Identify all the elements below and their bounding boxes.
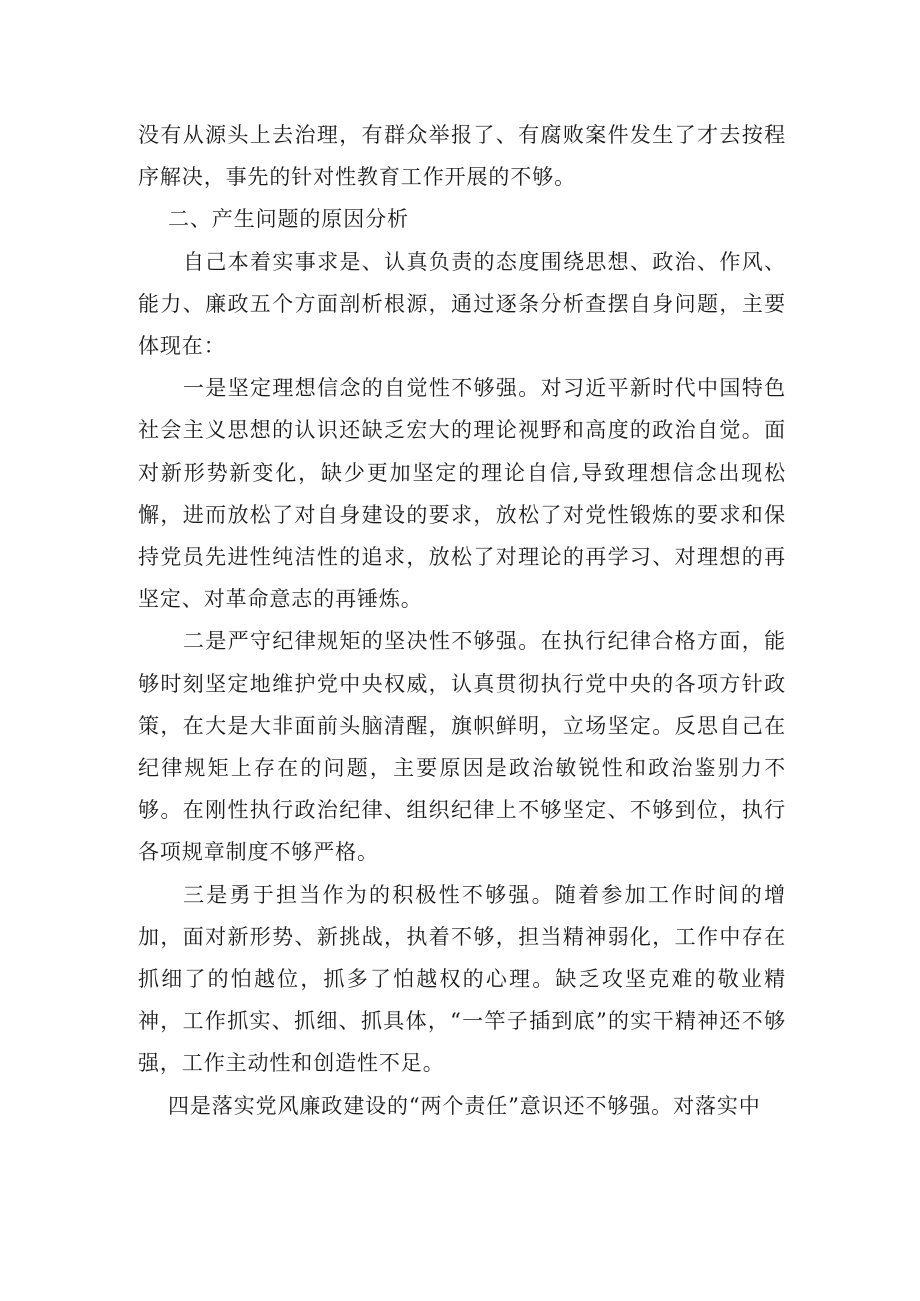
paragraph-point-1: 一是坚定理想信念的自觉性不够强。对习近平新时代中国特色社会主义思想的认识还缺乏宏大的理论视野和高度的政治自觉。面对新形势新变化，缺少更加坚定的理论自信,导致理想信念出现松懈，进而放松了对自身建设的要求，放松了对党性锻炼的要求和保持党员先进性纯洁性的追求，放松了对理论的再学习、对理想的再坚定、对革命意志的再锤炼。 [138,376,786,612]
document-body [138,114,786,1127]
paragraph-point-3: 三是勇于担当作为的积极性不够强。随着参加工作时间的增加，面对新形势、新挑战，执着不够，担当精神弱化，工作中存在抓细了的怕越位，抓多了怕越权的心理。缺乏攻坚克难的敬业精神，工作抓实、抓细、抓具体，“一竿子插到底”的实干精神还不够强，工作主动性和创造性不足。 [138,882,786,1076]
paragraph-point-2: 二是严守纪律规矩的坚决性不够强。在执行纪律合格方面，能够时刻坚定地维护党中央权威，认真贯彻执行党中央的各项方针政策，在大是大非面前头脑清醒，旗帜鲜明，立场坚定。反思自己在纪律规矩上存在的问题，主要原因是政治敏锐性和政治鉴别力不够。在刚性执行政治纪律、组织纪律上不够坚定、不够到位，执行各项规章制度不够严格。 [138,629,786,865]
paragraph-intro: 自己本着实事求是、认真负责的态度围绕思想、政治、作风、能力、廉政五个方面剖析根源，通过逐条分析查摆自身问题，主要体现在： [138,249,786,359]
section-heading: 二、产生问题的原因分析 [168,207,409,232]
paragraph-point-4: 四是落实党风廉政建设的“两个责任”意识还不够强。对落实中 [168,1093,761,1118]
paragraph-continuation: 没有从源头上去治理，有群众举报了、有腐败案件发生了才去按程序解决，事先的针对性教育工作开展的不够。 [138,123,786,190]
